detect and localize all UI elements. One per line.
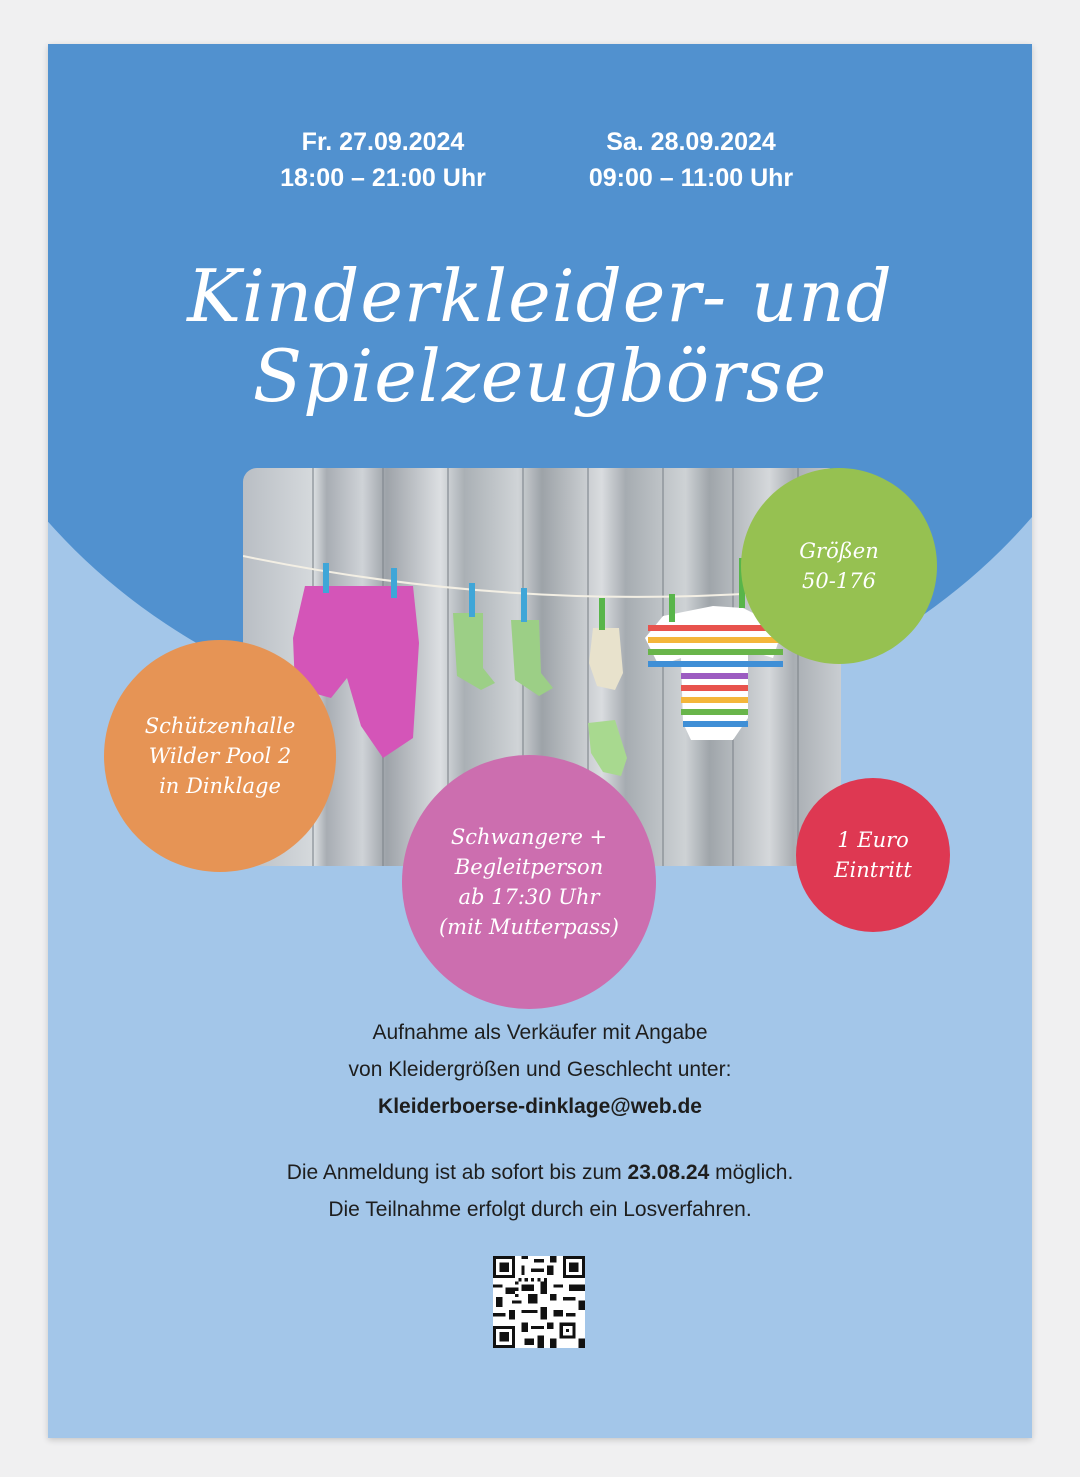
- registration-deadline: 23.08.24: [627, 1161, 710, 1184]
- qr-code-icon[interactable]: [493, 1256, 585, 1348]
- location-line-2: Wilder Pool 2: [148, 744, 292, 768]
- seller-info-line-1: Aufnahme als Verkäufer mit Angabe: [372, 1021, 708, 1044]
- registration-line-1-pre: Die Anmeldung ist ab sofort bis zum: [286, 1161, 628, 1184]
- location-line-1: Schützenhalle: [144, 714, 296, 738]
- date-friday-time: 18:00 – 21:00 Uhr: [280, 164, 486, 192]
- registration-line-1-post: möglich.: [709, 1161, 794, 1184]
- pregnant-line-3: ab 17:30 Uhr: [458, 885, 600, 909]
- poster: [48, 44, 1032, 1438]
- registration-line-1: [48, 1154, 1032, 1191]
- entry-line-1: 1 Euro: [837, 828, 909, 852]
- contact-email[interactable]: Kleiderboerse-dinklage@web.de: [378, 1095, 702, 1118]
- registration-line-2: Die Teilnahme erfolgt durch ein Losverfahren.: [328, 1198, 752, 1221]
- date-saturday: [531, 124, 851, 196]
- seller-info: [48, 1014, 1032, 1125]
- seller-info-line-2: von Kleidergrößen und Geschlecht unter:: [348, 1058, 732, 1081]
- pregnant-line-1: Schwangere +: [450, 825, 608, 849]
- title-line-2: Spielzeugbörse: [252, 334, 828, 418]
- sizes-line-2: 50-176: [802, 569, 876, 593]
- date-saturday-day: Sa. 28.09.2024: [606, 128, 776, 156]
- date-friday-day: Fr. 27.09.2024: [301, 128, 465, 156]
- sizes-line-1: Größen: [799, 539, 879, 563]
- date-saturday-time: 09:00 – 11:00 Uhr: [588, 164, 794, 192]
- poster-title: [48, 256, 1032, 416]
- registration-info: [48, 1154, 1032, 1228]
- pregnant-line-2: Begleitperson: [454, 855, 604, 879]
- title-line-1: Kinderkleider- und: [187, 254, 893, 338]
- pregnant-line-4: (mit Mutterpass): [438, 915, 620, 939]
- date-friday: [223, 124, 543, 196]
- entry-line-2: Eintritt: [834, 858, 912, 882]
- entry-fee-bubble: [796, 778, 950, 932]
- pregnant-bubble: [402, 755, 656, 1009]
- sizes-bubble: [741, 468, 937, 664]
- location-line-3: in Dinklage: [159, 774, 281, 798]
- location-bubble: [104, 640, 336, 872]
